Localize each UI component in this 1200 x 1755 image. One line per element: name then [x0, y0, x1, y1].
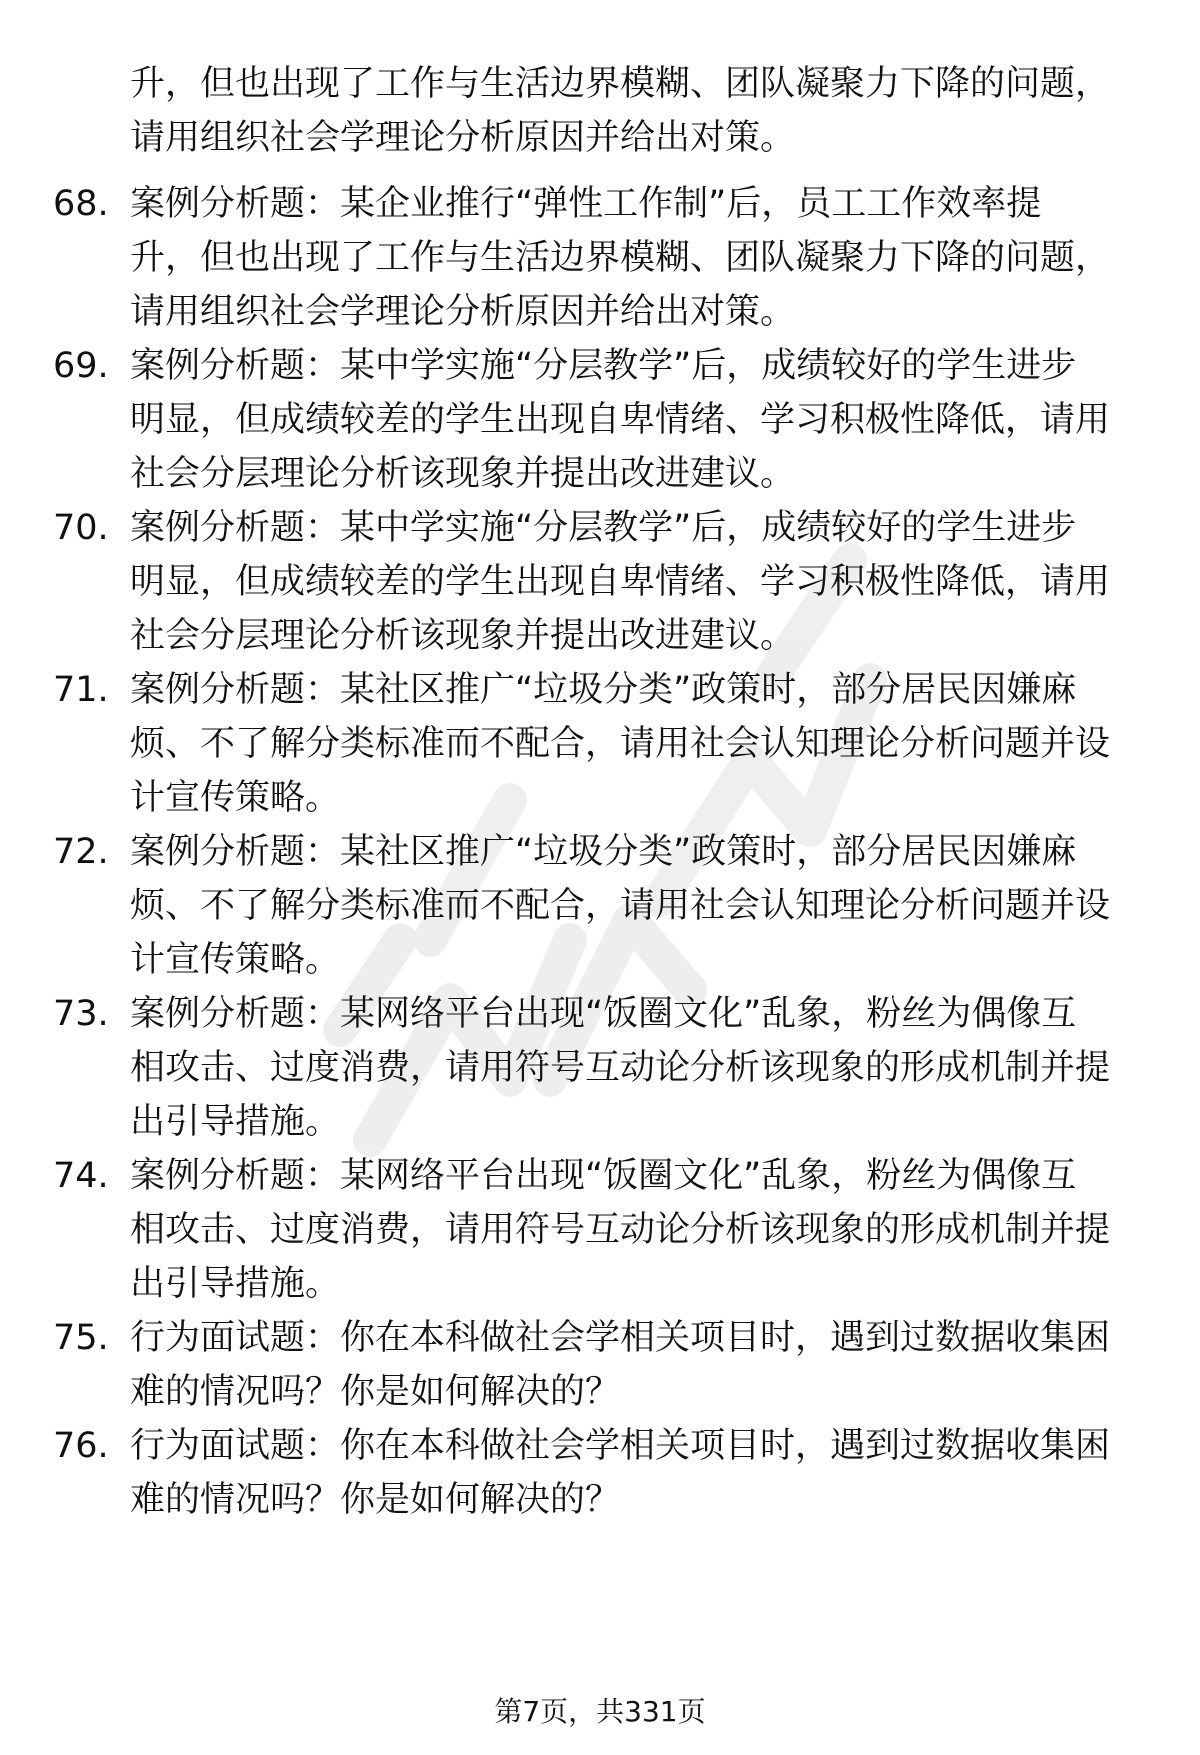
question-number: 74. [53, 1156, 109, 1196]
question-text: 行为面试题：你在本科做社会学相关项目时，遇到过数据收集困 难的情况吗？你是如何解决的？ [130, 1318, 1111, 1412]
question-number: 69. [53, 346, 109, 386]
question-text: 案例分析题：某网络平台出现“饭圈文化”乱象，粉丝为偶像互 相攻击、过度消费，请用符号互动论分析该现象的形成机制并提 出引导措施。 [130, 1156, 1111, 1304]
page-footer: 第7页，共331页 [494, 1695, 706, 1728]
question-text: 案例分析题：某中学实施“分层教学”后，成绩较好的学生进步 明显，但成绩较差的学生出现自卑情绪、学习积极性降低，请用 社会分层理论分析该现象并提出改进建议。 [130, 346, 1111, 494]
question-text: 案例分析题：某中学实施“分层教学”后，成绩较好的学生进步 明显，但成绩较差的学生出现自卑情绪、学习积极性降低，请用 社会分层理论分析该现象并提出改进建议。 [130, 508, 1111, 656]
question-text: 行为面试题：你在本科做社会学相关项目时，遇到过数据收集困 难的情况吗？你是如何解决的？ [130, 1426, 1111, 1520]
question-text: 案例分析题：某社区推广“垃圾分类”政策时，部分居民因嫌麻 烦、不了解分类标准而不配合，请用社会认知理论分析问题并设 计宣传策略。 [130, 670, 1111, 818]
question-text: 案例分析题：某社区推广“垃圾分类”政策时，部分居民因嫌麻 烦、不了解分类标准而不配合，请用社会认知理论分析问题并设 计宣传策略。 [130, 832, 1111, 980]
question-number: 71. [53, 670, 109, 710]
question-number: 75. [53, 1318, 109, 1358]
question-number: 76. [53, 1426, 109, 1466]
question-number: 73. [53, 994, 109, 1034]
question-number: 70. [53, 508, 109, 548]
question-number: 68. [53, 184, 109, 224]
question-text: 案例分析题：某企业推行“弹性工作制”后，员工工作效率提 升，但也出现了工作与生活边界模糊、团队凝聚力下降的问题， 请用组织社会学理论分析原因并给出对策。 [130, 184, 1111, 332]
continued-question-text: 升，但也出现了工作与生活边界模糊、团队凝聚力下降的问题， 请用组织社会学理论分析原因并给出对策。 [130, 64, 1111, 158]
question-number: 72. [53, 832, 109, 872]
question-text: 案例分析题：某网络平台出现“饭圈文化”乱象，粉丝为偶像互 相攻击、过度消费，请用符号互动论分析该现象的形成机制并提 出引导措施。 [130, 994, 1111, 1142]
